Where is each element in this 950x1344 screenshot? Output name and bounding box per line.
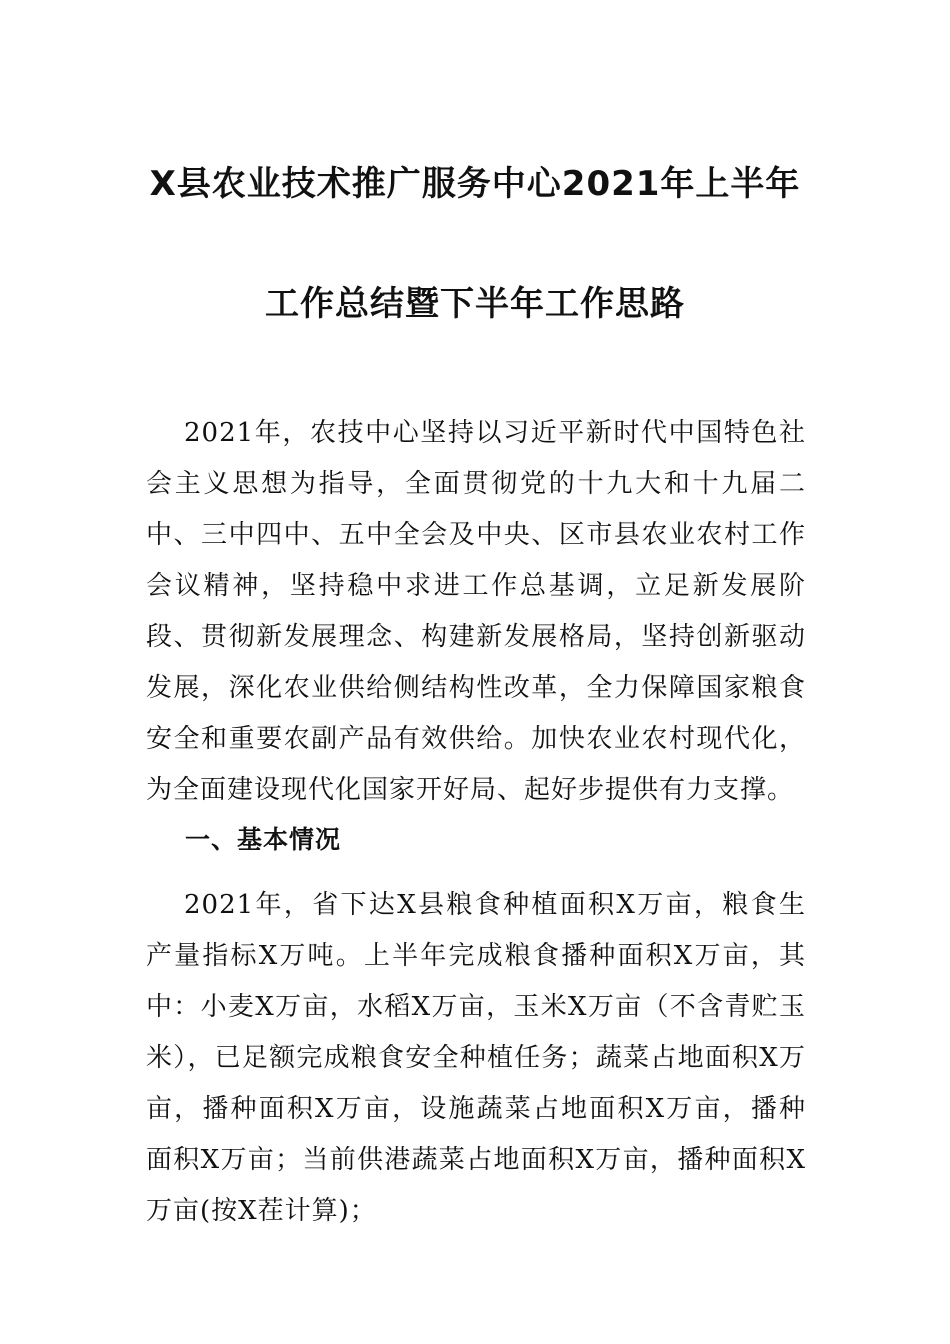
basic-situation-paragraph: 2021年，省下达X县粮食种植面积X万亩，粮食生产量指标X万吨。上半年完成粮食播种面积X万亩，其中：小麦X万亩，水稻X万亩，玉米X万亩（不含青贮玉米），已足额完成粮食安全种植任务；蔬菜占地面积X万亩，播种面积X万亩，设施蔬菜占地面积X万亩，播种面积X万亩；当前供港蔬菜占地面积X万亩，播种面积X万亩(按X茬计算)；	[146, 890, 806, 1226]
section-heading-basic-situation: 一、基本情况	[185, 825, 342, 854]
document-title-line-2: 工作总结暨下半年工作思路	[265, 284, 685, 324]
intro-paragraph: 2021年，农技中心坚持以习近平新时代中国特色社会主义思想为指导，全面贯彻党的十九大和十九届二中、三中四中、五中全会及中央、区市县农业农村工作会议精神，坚持稳中求进工作总基调，立足新发展阶段、贯彻新发展理念、构建新发展格局，坚持创新驱动发展，深化农业供给侧结构性改革，全力保障国家粮食安全和重要农副产品有效供给。加快农业农村现代化，为全面建设现代化国家开好局、起好步提供有力支撑。	[146, 418, 806, 805]
document-title-line-1: X县农业技术推广服务中心2021年上半年	[149, 164, 801, 204]
